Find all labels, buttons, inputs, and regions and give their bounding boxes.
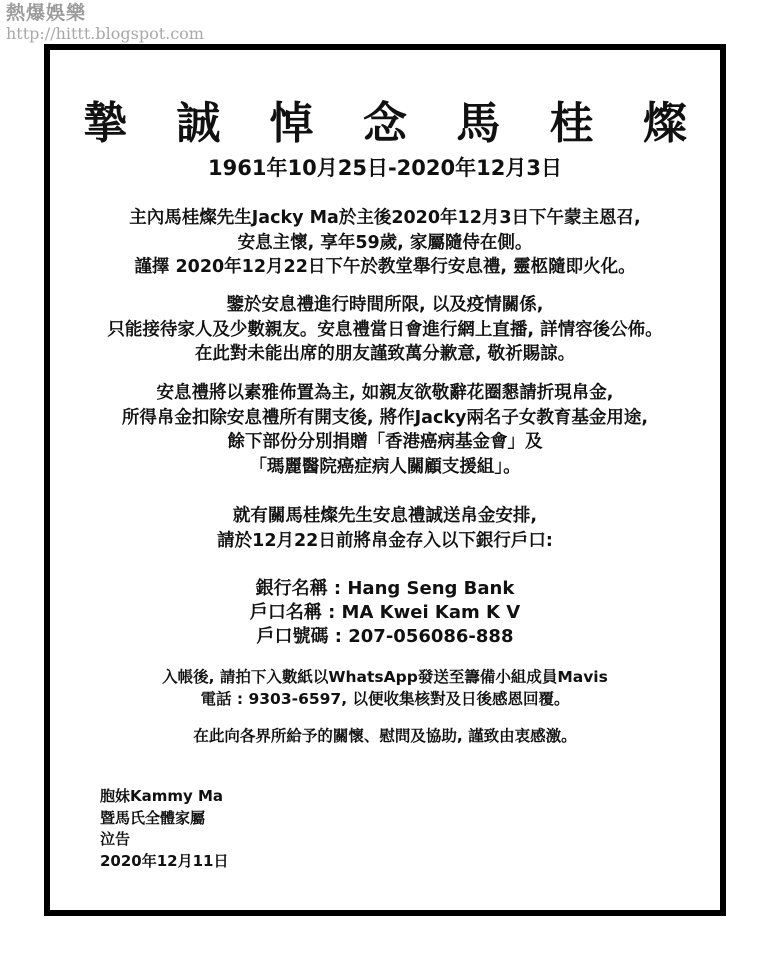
text-line: 所得帛金扣除安息禮所有開支後, 將作Jacky兩名子女教育基金用途,	[121, 407, 649, 428]
text-line: 主內馬桂燦先生Jacky Ma於主後2020年12月3日下午蒙主恩召,	[129, 208, 641, 228]
life-dates: 1961年10月25日-2020年12月3日	[208, 156, 562, 180]
thanks-line	[50, 725, 720, 747]
text-line: 「瑪麗醫院癌症病人關顧支援組」。	[249, 456, 521, 477]
text-line: 鑒於安息禮進行時間所限, 以及疫情關係,	[226, 295, 544, 315]
bank-name: 銀行名稱 : Hang Seng Bank	[255, 578, 515, 599]
bank-details	[50, 577, 720, 649]
notice-title: 摯 誠 悼 念 馬 桂 燦	[83, 98, 704, 149]
account-number: 戶口號碼 : 207-056086-888	[256, 626, 514, 647]
watermark-url: http://hittt.blogspot.com	[6, 24, 204, 43]
sign-off: 泣告	[100, 830, 131, 848]
paragraph-arrangement	[50, 293, 720, 367]
text-line: 在此對未能出席的朋友謹致萬分歉意, 敬祈賜諒。	[194, 344, 576, 364]
watermark	[6, 2, 246, 44]
obituary-notice	[44, 44, 726, 916]
text-line: 安息禮將以素雅佈置為主, 如親友欲敬辭花圈懇請折現帛金,	[156, 383, 614, 403]
text-line: 餘下部份分別捐贈「香港癌病基金會」及	[227, 432, 543, 452]
text-line: 只能接待家人及少數親友。安息禮當日會進行網上直播, 詳情容後公佈。	[107, 319, 663, 340]
text-line: 在此向各界所給予的關懷、慰問及協助, 謹致由衷感激。	[193, 727, 577, 745]
text-line: 謹擇 2020年12月22日下午於教堂舉行安息禮, 靈柩隨即火化。	[134, 257, 636, 277]
text-line: 入帳後, 請拍下入數紙以WhatsApp發送至籌備小組成員Mavis	[162, 668, 608, 686]
text-line: 電話 : 9303-6597, 以便收集核對及日後感恩回覆。	[200, 690, 570, 708]
signer: 胞妹Kammy Ma	[100, 787, 224, 805]
text-line: 安息主懷, 享年59歲, 家屬隨侍在側。	[237, 232, 533, 253]
paragraph-bank-instructions	[50, 504, 720, 553]
account-name: 戶口名稱 : MA Kwei Kam K V	[249, 602, 521, 623]
notice-date: 2020年12月11日	[100, 851, 229, 870]
text-line: 請於12月22日前將帛金存入以下銀行戶口:	[217, 530, 553, 551]
watermark-title: 熱爆娛樂	[6, 2, 87, 24]
signature-block	[100, 786, 229, 872]
paragraph-donation	[50, 381, 720, 479]
contact-instructions	[50, 666, 720, 710]
signer-family: 暨馬氏全體家屬	[100, 808, 206, 827]
paragraph-announcement	[50, 206, 720, 280]
text-line: 就有關馬桂燦先生安息禮誠送帛金安排,	[232, 506, 538, 526]
